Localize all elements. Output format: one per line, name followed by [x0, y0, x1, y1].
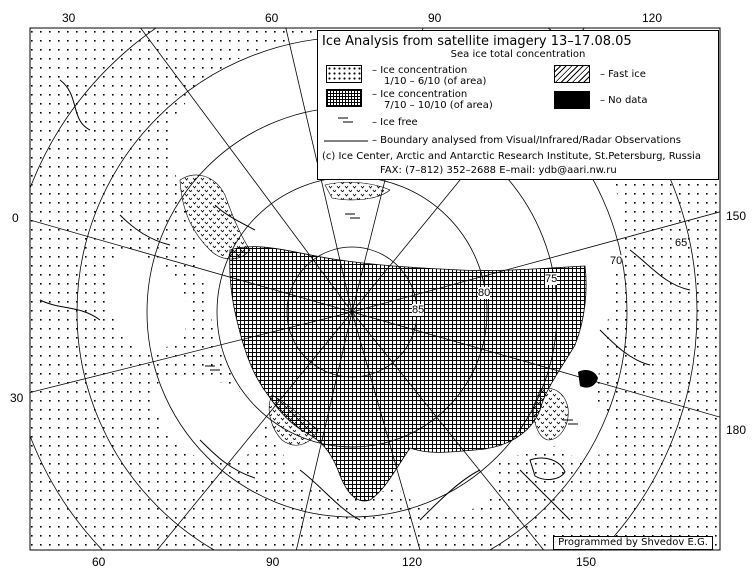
lon-label-top-30: 30: [62, 11, 76, 25]
legend-low-line2: 1/10 – 6/10 (of area): [384, 76, 487, 87]
lon-label-bottom-150: 150: [576, 555, 597, 569]
lon-label-right-180: 180: [726, 423, 747, 437]
legend-contact: FAX: (7–812) 352–2688 E–mail: ydb@aari.nw.ru: [380, 165, 617, 176]
lon-label-top-90: 90: [428, 11, 442, 25]
lon-label-left-0: 0: [12, 211, 19, 225]
lon-label-right-150: 150: [726, 209, 747, 223]
lon-label-top-60: 60: [265, 11, 279, 25]
lon-label-top-120: 120: [642, 11, 663, 25]
lat-label-75: 75: [545, 273, 558, 285]
legend-copyright: (c) Ice Center, Arctic and Antarctic Research Institute, St.Petersburg, Russia: [322, 151, 701, 162]
swatch-ice-free: [336, 115, 356, 125]
legend-no-data: – No data: [600, 95, 648, 106]
swatch-low-concentration: [326, 65, 362, 83]
legend-fast-ice: – Fast ice: [600, 69, 646, 80]
swatch-high-concentration: [326, 89, 362, 107]
swatch-fast-ice: [554, 65, 590, 83]
swatch-no-data: [554, 91, 590, 109]
lon-label-bottom-90: 90: [266, 555, 280, 569]
legend-high-line2: 7/10 – 10/10 (of area): [384, 100, 493, 111]
credit-label: Programmed by Shvedov E.G.: [553, 536, 713, 550]
lat-label-85: 85: [412, 304, 425, 316]
legend-ice-free: – Ice free: [372, 117, 418, 128]
lat-label-65: 65: [675, 237, 688, 249]
legend-title: Ice Analysis from satellite imagery 13–17.08.05: [322, 34, 632, 49]
legend-high-line1: – Ice concentration: [372, 89, 468, 100]
legend-low-line1: – Ice concentration: [372, 65, 468, 76]
lon-label-left-30: 30: [10, 391, 24, 405]
legend-subtitle: Sea ice total concentration: [450, 49, 586, 60]
lon-label-bottom-120: 120: [402, 555, 423, 569]
swatch-boundary: [324, 139, 370, 143]
lat-label-80: 80: [478, 287, 491, 299]
lat-label-70: 70: [610, 255, 623, 267]
legend-box: [317, 30, 719, 180]
legend-boundary: – Boundary analysed from Visual/Infrared/Radar Observations: [372, 135, 681, 146]
lon-label-bottom-60: 60: [92, 555, 106, 569]
